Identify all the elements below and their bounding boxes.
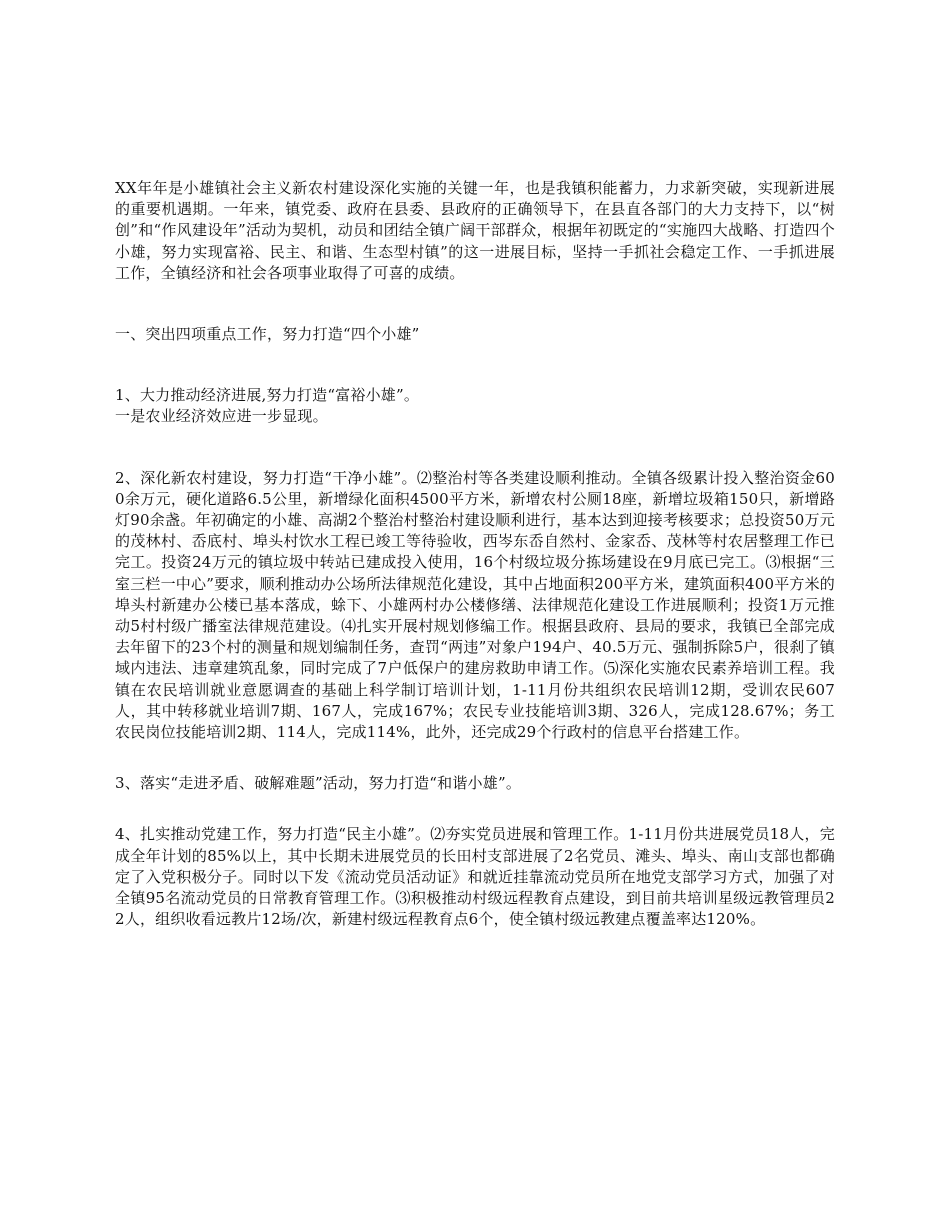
subsection-2-paragraph: 2、深化新农村建设，努力打造“干净小雄”。⑵整治村等各类建设顺利推动。全镇各级累计投入整治资金600余万元，硬化道路6.5公里，新增绿化面积4500平方米，新增农村公厕18座，新增垃圾箱150只，新增路灯90余盏。年初确定的小雄、高湖2个整治村整治村建设顺利进行，基本达到迎接考核要求；总投资50万元的茂林村、岙底村、埠头村饮水工程已竣工等待验收，西岑东岙自然村、金家岙、茂林等村农居整理工作已完工。投资24万元的镇垃圾中转站已建成投入使用，16个村级垃圾分拣场建设在9月底已完工。⑶根据“三室三栏一中心”要求，顺利推动办公场所法律规范化建设，其中占地面积200平方米，建筑面积400平方米的埠头村新建办公楼已基本落成，蜍下、小雄两村办公楼修缮、法律规范化建设工作进展顺利；投资1万元推动5村村级广播室法律规范建设。⑷扎实开展村规划修编工作。根据县政府、县局的要求，我镇已全部完成去年留下的23个村的测量和规划编制任务，查罚“两违”对象户194户、40.5万元、强制拆除5户，很刹了镇域内违法、违章建筑乱象，同时完成了7户低保户的建房救助申请工作。⑸深化实施农民素养培训工程。我镇在农民培训就业意愿调查的基础上科学制订培训计划，1-11月份共组织农民培训12期，受训农民607人，其中转移就业培训7期、167人，完成167%；农民专业技能培训3期、326人，完成128.67%；务工农民岗位技能培训2期、114人，完成114%，此外，还完成29个行政村的信息平台搭建工作。 (115, 468, 835, 742)
subsection-heading-3: 3、落实“走进矛盾、破解难题”活动，努力打造“和谐小雄”。 (115, 774, 522, 793)
section-heading-1: 一、突出四项重点工作，努力打造“四个小雄” (115, 325, 420, 344)
subsection-heading-1: 1、大力推动经济进展,努力打造“富裕小雄”。 (115, 386, 420, 405)
document-body (115, 178, 835, 930)
intro-paragraph: XX年年是小雄镇社会主义新农村建设深化实施的关键一年，也是我镇积能蓄力，力求新突破，实现新进展的重要机遇期。一年来，镇党委、政府在县委、县政府的正确领导下，在县直各部门的大力支持下，以“树创”和“作风建设年”活动为契机，动员和团结全镇广阔干部群众，根据年初既定的“实施四大战略、打造四个小雄，努力实现富裕、民主、和谐、生态型村镇”的这一进展目标，坚持一手抓社会稳定工作、一手抓进展工作，全镇经济和社会各项事业取得了可喜的成绩。 (115, 179, 835, 282)
subsection-1-text: 一是农业经济效应进一步显现。 (115, 407, 328, 426)
subsection-4-paragraph: 4、扎实推动党建工作，努力打造“民主小雄”。⑵夯实党员进展和管理工作。1-11月份共进展党员18人，完成全年计划的85%以上，其中长期未进展党员的长田村支部进展了2名党员、滩头、埠头、南山支部也都确定了入党积极分子。同时以下发《流动党员活动证》和就近挂靠流动党员所在地党支部学习方式，加强了对全镇95名流动党员的日常教育管理工作。⑶积极推动村级远程教育点建设，到目前共培训星级远教管理员22人，组织收看远教片12场/次，新建村级远程教育点6个，使全镇村级远教建点覆盖率达120%。 (115, 825, 835, 929)
